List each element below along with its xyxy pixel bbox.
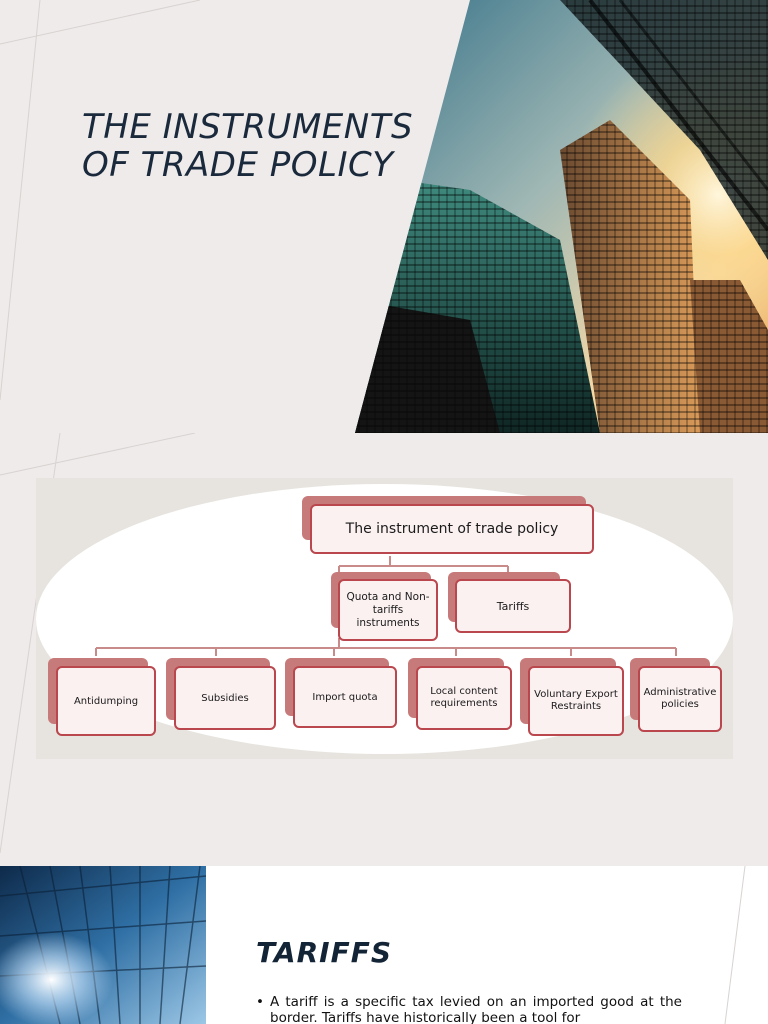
node-import-quota-label: Import quota <box>293 666 397 728</box>
tariffs-heading: TARIFFS <box>256 936 392 969</box>
skyscraper-photo <box>0 0 768 433</box>
node-tariffs-label: Tariffs <box>455 579 571 633</box>
node-antidumping-label: Antidumping <box>56 666 156 736</box>
node-local-content-label: Local content requirements <box>416 666 512 730</box>
title-slide <box>0 0 768 433</box>
node-administrative-label: Administrative policies <box>638 666 722 732</box>
tariffs-slide <box>0 866 768 1024</box>
root-node-label: The instrument of trade policy <box>310 504 594 554</box>
slide-title <box>82 108 442 184</box>
node-quota-non-tariff-label: Quota and Non-tariffs instruments <box>338 579 438 641</box>
node-voluntary-export-label: Voluntary Export Restraints <box>528 666 624 736</box>
tariffs-bullet <box>256 994 682 1024</box>
tariffs-bullet-text: A tariff is a specific tax levied on an imported good at the border. Tariffs have historically been a tool for <box>270 994 682 1024</box>
slide-title-line2: OF TRADE POLICY <box>82 145 394 185</box>
node-subsidies-label: Subsidies <box>174 666 276 730</box>
bullet-dot: • <box>256 994 264 1010</box>
diagram-slide <box>0 433 768 866</box>
trade-policy-diagram <box>36 478 733 759</box>
slide-title-line1: THE INSTRUMENTS <box>82 107 414 147</box>
